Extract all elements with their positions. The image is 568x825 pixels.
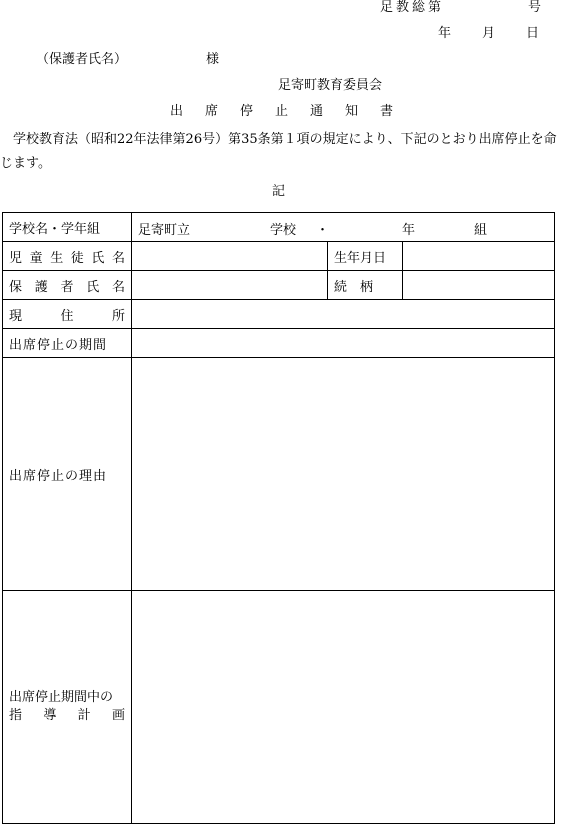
date-day-label: 日: [526, 26, 540, 41]
birthdate-label: 生年月日: [328, 242, 403, 271]
ki-heading: 記: [272, 184, 286, 199]
guardian-name-placeholder: （保護者氏名）: [36, 52, 128, 67]
relation-field[interactable]: [403, 271, 555, 300]
document-number-label: 足教総第: [380, 0, 445, 15]
student-row: [3, 242, 555, 271]
guardian-honorific: 様: [206, 52, 220, 67]
document-number: [380, 0, 545, 16]
address-label: 現住所: [3, 300, 132, 329]
date-month-label: 月: [482, 26, 496, 41]
plan-label: [3, 591, 132, 824]
period-row: [3, 329, 555, 358]
student-name-label: 児童生徒氏名: [3, 242, 132, 271]
date-year-label: 年: [438, 26, 452, 41]
reason-field[interactable]: [132, 358, 555, 591]
school-word-text: 学校: [270, 223, 297, 238]
plan-row: [3, 591, 555, 824]
plan-label-line2: 指導計画: [9, 708, 125, 723]
school-class-text: 組: [474, 223, 488, 238]
issuer-name: 足寄町教育委員会: [278, 78, 383, 93]
address-row: [3, 300, 555, 329]
period-field[interactable]: [132, 329, 555, 358]
document-number-suffix: 号: [528, 0, 545, 15]
school-value-field[interactable]: [132, 213, 555, 242]
school-dot-text: ・: [316, 223, 330, 238]
student-name-field[interactable]: [132, 242, 328, 271]
reason-row: [3, 358, 555, 591]
document-title: 出席停止通知書: [170, 104, 416, 119]
notice-form-table: [2, 212, 555, 824]
notice-body-text: 学校教育法（昭和22年法律第26号）第35条第１項の規定により、下記のとおり出席停止を命じます。: [0, 132, 557, 171]
school-town-text: 足寄町立: [138, 223, 191, 238]
address-field[interactable]: [132, 300, 555, 329]
school-row: [3, 213, 555, 242]
guardian-addressee: [36, 52, 220, 68]
relation-label: 続 柄: [328, 271, 403, 300]
guardian-row: [3, 271, 555, 300]
plan-field[interactable]: [132, 591, 555, 824]
plan-label-line1: 出席停止期間中の: [9, 690, 114, 705]
guardian-name-label: 保護者氏名: [3, 271, 132, 300]
birthdate-field[interactable]: [403, 242, 555, 271]
school-label: 学校名・学年組: [3, 213, 132, 242]
reason-label: 出席停止の理由: [3, 358, 132, 591]
school-year-text: 年: [402, 223, 416, 238]
period-label: 出席停止の期間: [3, 329, 132, 358]
guardian-name-field[interactable]: [132, 271, 328, 300]
